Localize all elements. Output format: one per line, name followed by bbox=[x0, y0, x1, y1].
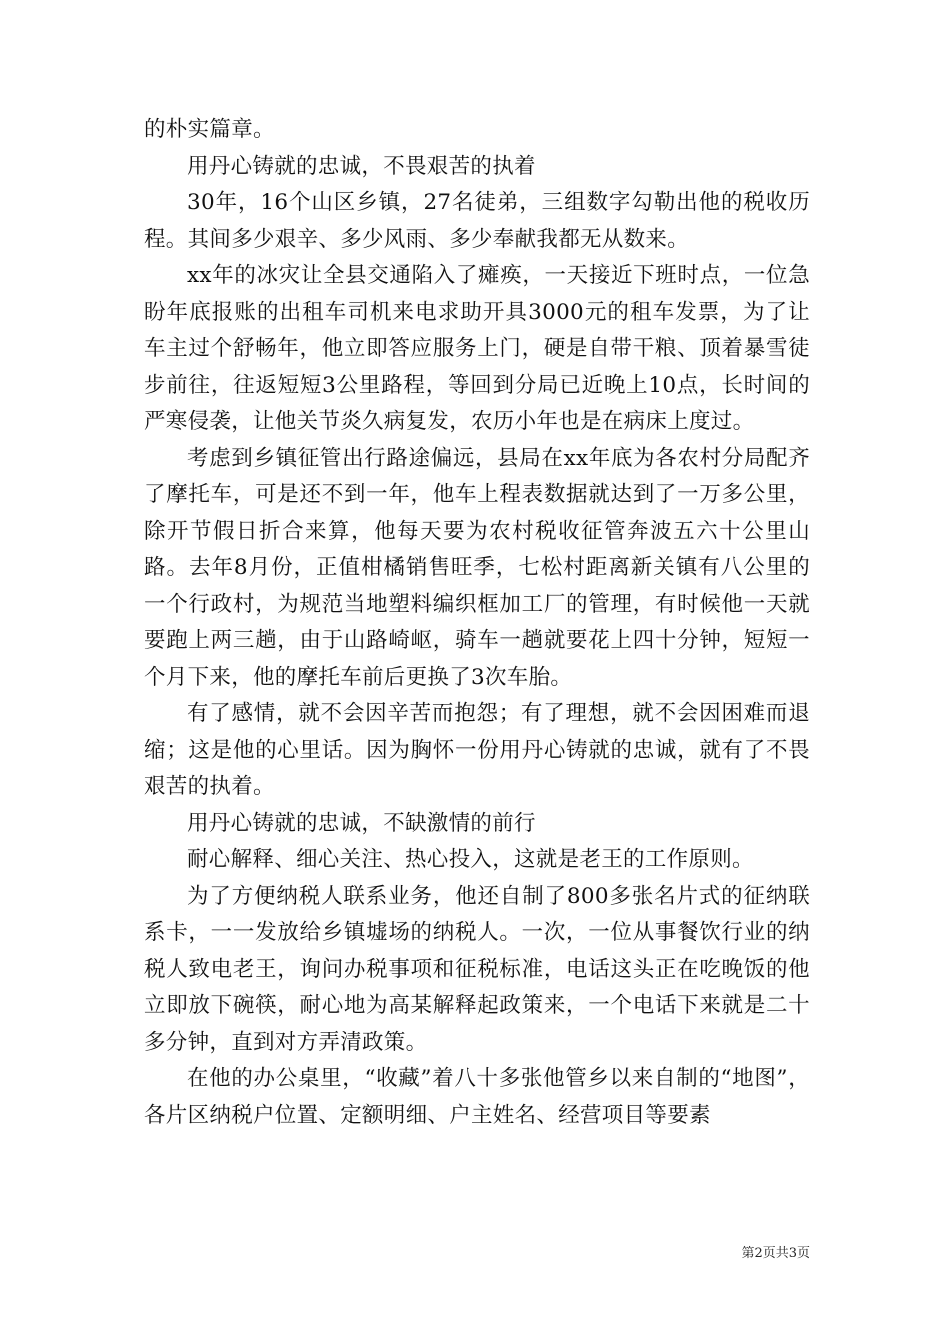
paragraph: 在他的办公桌里，“收藏”着八十多张他管乡以来自制的“地图”，各片区纳税户位置、定额明细、户主姓名、经营项目等要素 bbox=[144, 1066, 810, 1128]
paragraph: 考虑到乡镇征管出行路途偏远，县局在xx年底为各农村分局配齐了摩托车，可是还不到一年，他车上程表数据就达到了一万多公里，除开节假日折合来算，他每天要为农村税收征管奔波五六十公里山路。去年8月份，正值柑橘销售旺季，七松村距离新关镇有八公里的一个行政村，为规范当地塑料编织框加工厂的管理，有时候他一天就要跑上两三趟，由于山路崎岖，骑车一趟就要花上四十分钟，短短一个月下来，他的摩托车前后更换了3次车胎。 bbox=[144, 445, 810, 690]
document-body bbox=[144, 112, 810, 1134]
paragraph: 为了方便纳税人联系业务，他还自制了800多张名片式的征纳联系卡，一一发放给乡镇墟场的纳税人。一次，一位从事餐饮行业的纳税人致电老王，询问办税事项和征税标准，电话这头正在吃晚饭的他立即放下碗筷，耐心地为高某解释起政策来，一个电话下来就是二十多分钟，直到对方弄清政策。 bbox=[144, 883, 810, 1055]
page-number: 第2页共3页 bbox=[741, 1246, 810, 1261]
paragraph: 有了感情，就不会因辛苦而抱怨；有了理想，就不会因困难而退缩；这是他的心里话。因为胸怀一份用丹心铸就的忠诚，就有了不畏艰苦的执着。 bbox=[144, 701, 810, 799]
paragraph: xx年的冰灾让全县交通陷入了瘫痪，一天接近下班时点，一位急盼年底报账的出租车司机来电求助开具3000元的租车发票，为了让车主过个舒畅年，他立即答应服务上门，硬是自带干粮、顶着暴雪徒步前往，往返短短3公里路程，等回到分局已近晚上10点，长时间的严寒侵袭，让他关节炎久病复发，农历小年也是在病床上度过。 bbox=[144, 263, 810, 434]
section-heading-passion: 用丹心铸就的忠诚，不缺激情的前行 bbox=[187, 810, 536, 836]
paragraph: 耐心解释、细心关注、热心投入，这就是老王的工作原则。 bbox=[187, 847, 754, 872]
paragraph: 30年，16个山区乡镇，27名徒弟，三组数字勾勒出他的税收历程。其间多少艰辛、多少风雨、多少奉献我都无从数来。 bbox=[144, 190, 810, 252]
section-heading-persistence: 用丹心铸就的忠诚，不畏艰苦的执着 bbox=[187, 153, 536, 179]
paragraph-continuation: 的朴实篇章。 bbox=[144, 117, 275, 142]
